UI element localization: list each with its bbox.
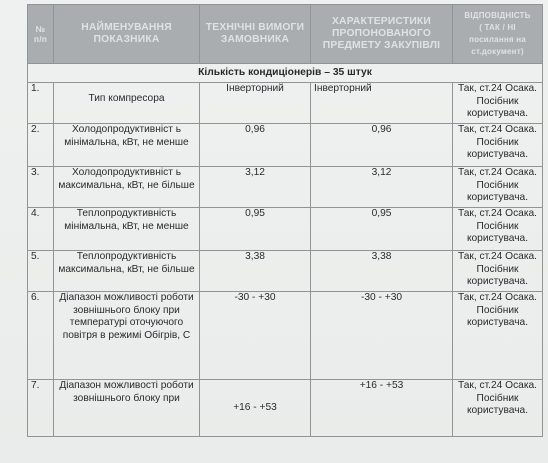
header-requirements: ТЕХНІЧНІ ВИМОГИ ЗАМОВНИКА	[200, 5, 311, 64]
row-proposed: 3,38	[311, 251, 453, 292]
row-indicator-name: Холодопродуктивніст ь мінімальна, кВт, не менше	[54, 124, 200, 167]
row-number: 3.	[28, 167, 54, 208]
header-compliance-line3: посилання на ст.документ)	[469, 35, 526, 56]
row-requirement: 3,12	[200, 167, 311, 208]
row-proposed: 0,96	[311, 124, 453, 167]
row-number: 7.	[28, 380, 54, 437]
row-indicator-name: Тип компресора	[54, 83, 200, 124]
row-proposed: 0,95	[311, 208, 453, 251]
section-title: Кількість кондиціонерів – 35 штук	[28, 64, 543, 83]
row-compliance: Так, ст.24 Осака. Посібник користувача.	[453, 251, 543, 292]
row-compliance: Так, ст.24 Осака. Посібник користувача.	[453, 167, 543, 208]
row-requirement: 3,38	[200, 251, 311, 292]
header-proposed: ХАРАКТЕРИСТИКИ ПРОПОНОВАНОГО ПРЕДМЕТУ ЗАКУПІВЛІ	[311, 5, 453, 64]
row-indicator-name: Теплопродуктивність максимальна, кВт, не більше	[54, 251, 200, 292]
row-proposed: +16 - +53	[311, 380, 453, 437]
table-row	[28, 208, 543, 251]
row-requirement: 0,95	[200, 208, 311, 251]
table-row	[28, 124, 543, 167]
row-number: 5.	[28, 251, 54, 292]
section-row	[28, 64, 543, 83]
row-compliance: Так, ст.24 Осака. Посібник користувача.	[453, 83, 543, 124]
header-number: № п/п	[28, 5, 54, 64]
header-compliance	[453, 5, 543, 64]
row-requirement: Інверторний	[200, 83, 311, 124]
row-compliance: Так, ст.24 Осака. Посібник користувача.	[453, 292, 543, 380]
table-row	[28, 292, 543, 380]
row-compliance: Так, ст.24 Осака. Посібник користувача.	[453, 208, 543, 251]
row-compliance: Так, ст.24 Осака. Посібник користувача.	[453, 124, 543, 167]
row-proposed: Інверторний	[311, 83, 453, 124]
row-number: 6.	[28, 292, 54, 380]
row-number: 1.	[28, 83, 54, 124]
row-number: 4.	[28, 208, 54, 251]
row-indicator-name: Діапазон можливості роботи зовнішнього блоку при температурі оточуючого повітря в режимі Обігрів, С	[54, 292, 200, 380]
row-requirement: +16 - +53	[200, 380, 311, 437]
table-row	[28, 83, 543, 124]
row-proposed: -30 - +30	[311, 292, 453, 380]
row-indicator-name: Холодопродуктивніст ь максимальна, кВт, не більше	[54, 167, 200, 208]
row-requirement: 0,96	[200, 124, 311, 167]
row-compliance: Так, ст.24 Осака. Посібник користувача.	[453, 380, 543, 437]
row-proposed: 3,12	[311, 167, 453, 208]
row-requirement: -30 - +30	[200, 292, 311, 380]
table-row	[28, 380, 543, 437]
table-header-row	[28, 5, 543, 64]
header-compliance-line1: ВІДПОВІДНІСТЬ	[464, 11, 531, 20]
row-indicator-name: Теплопродуктивність мінімальна, кВт, не менше	[54, 208, 200, 251]
specification-table	[27, 4, 543, 437]
row-indicator-name: Діапазон можливості роботи зовнішнього блоку при	[54, 380, 200, 437]
table-row	[28, 167, 543, 208]
header-compliance-line2: ( ТАК / НІ	[479, 23, 516, 32]
table-row	[28, 251, 543, 292]
header-name: НАЙМЕНУВАННЯ ПОКАЗНИКА	[54, 5, 200, 64]
row-number: 2.	[28, 124, 54, 167]
